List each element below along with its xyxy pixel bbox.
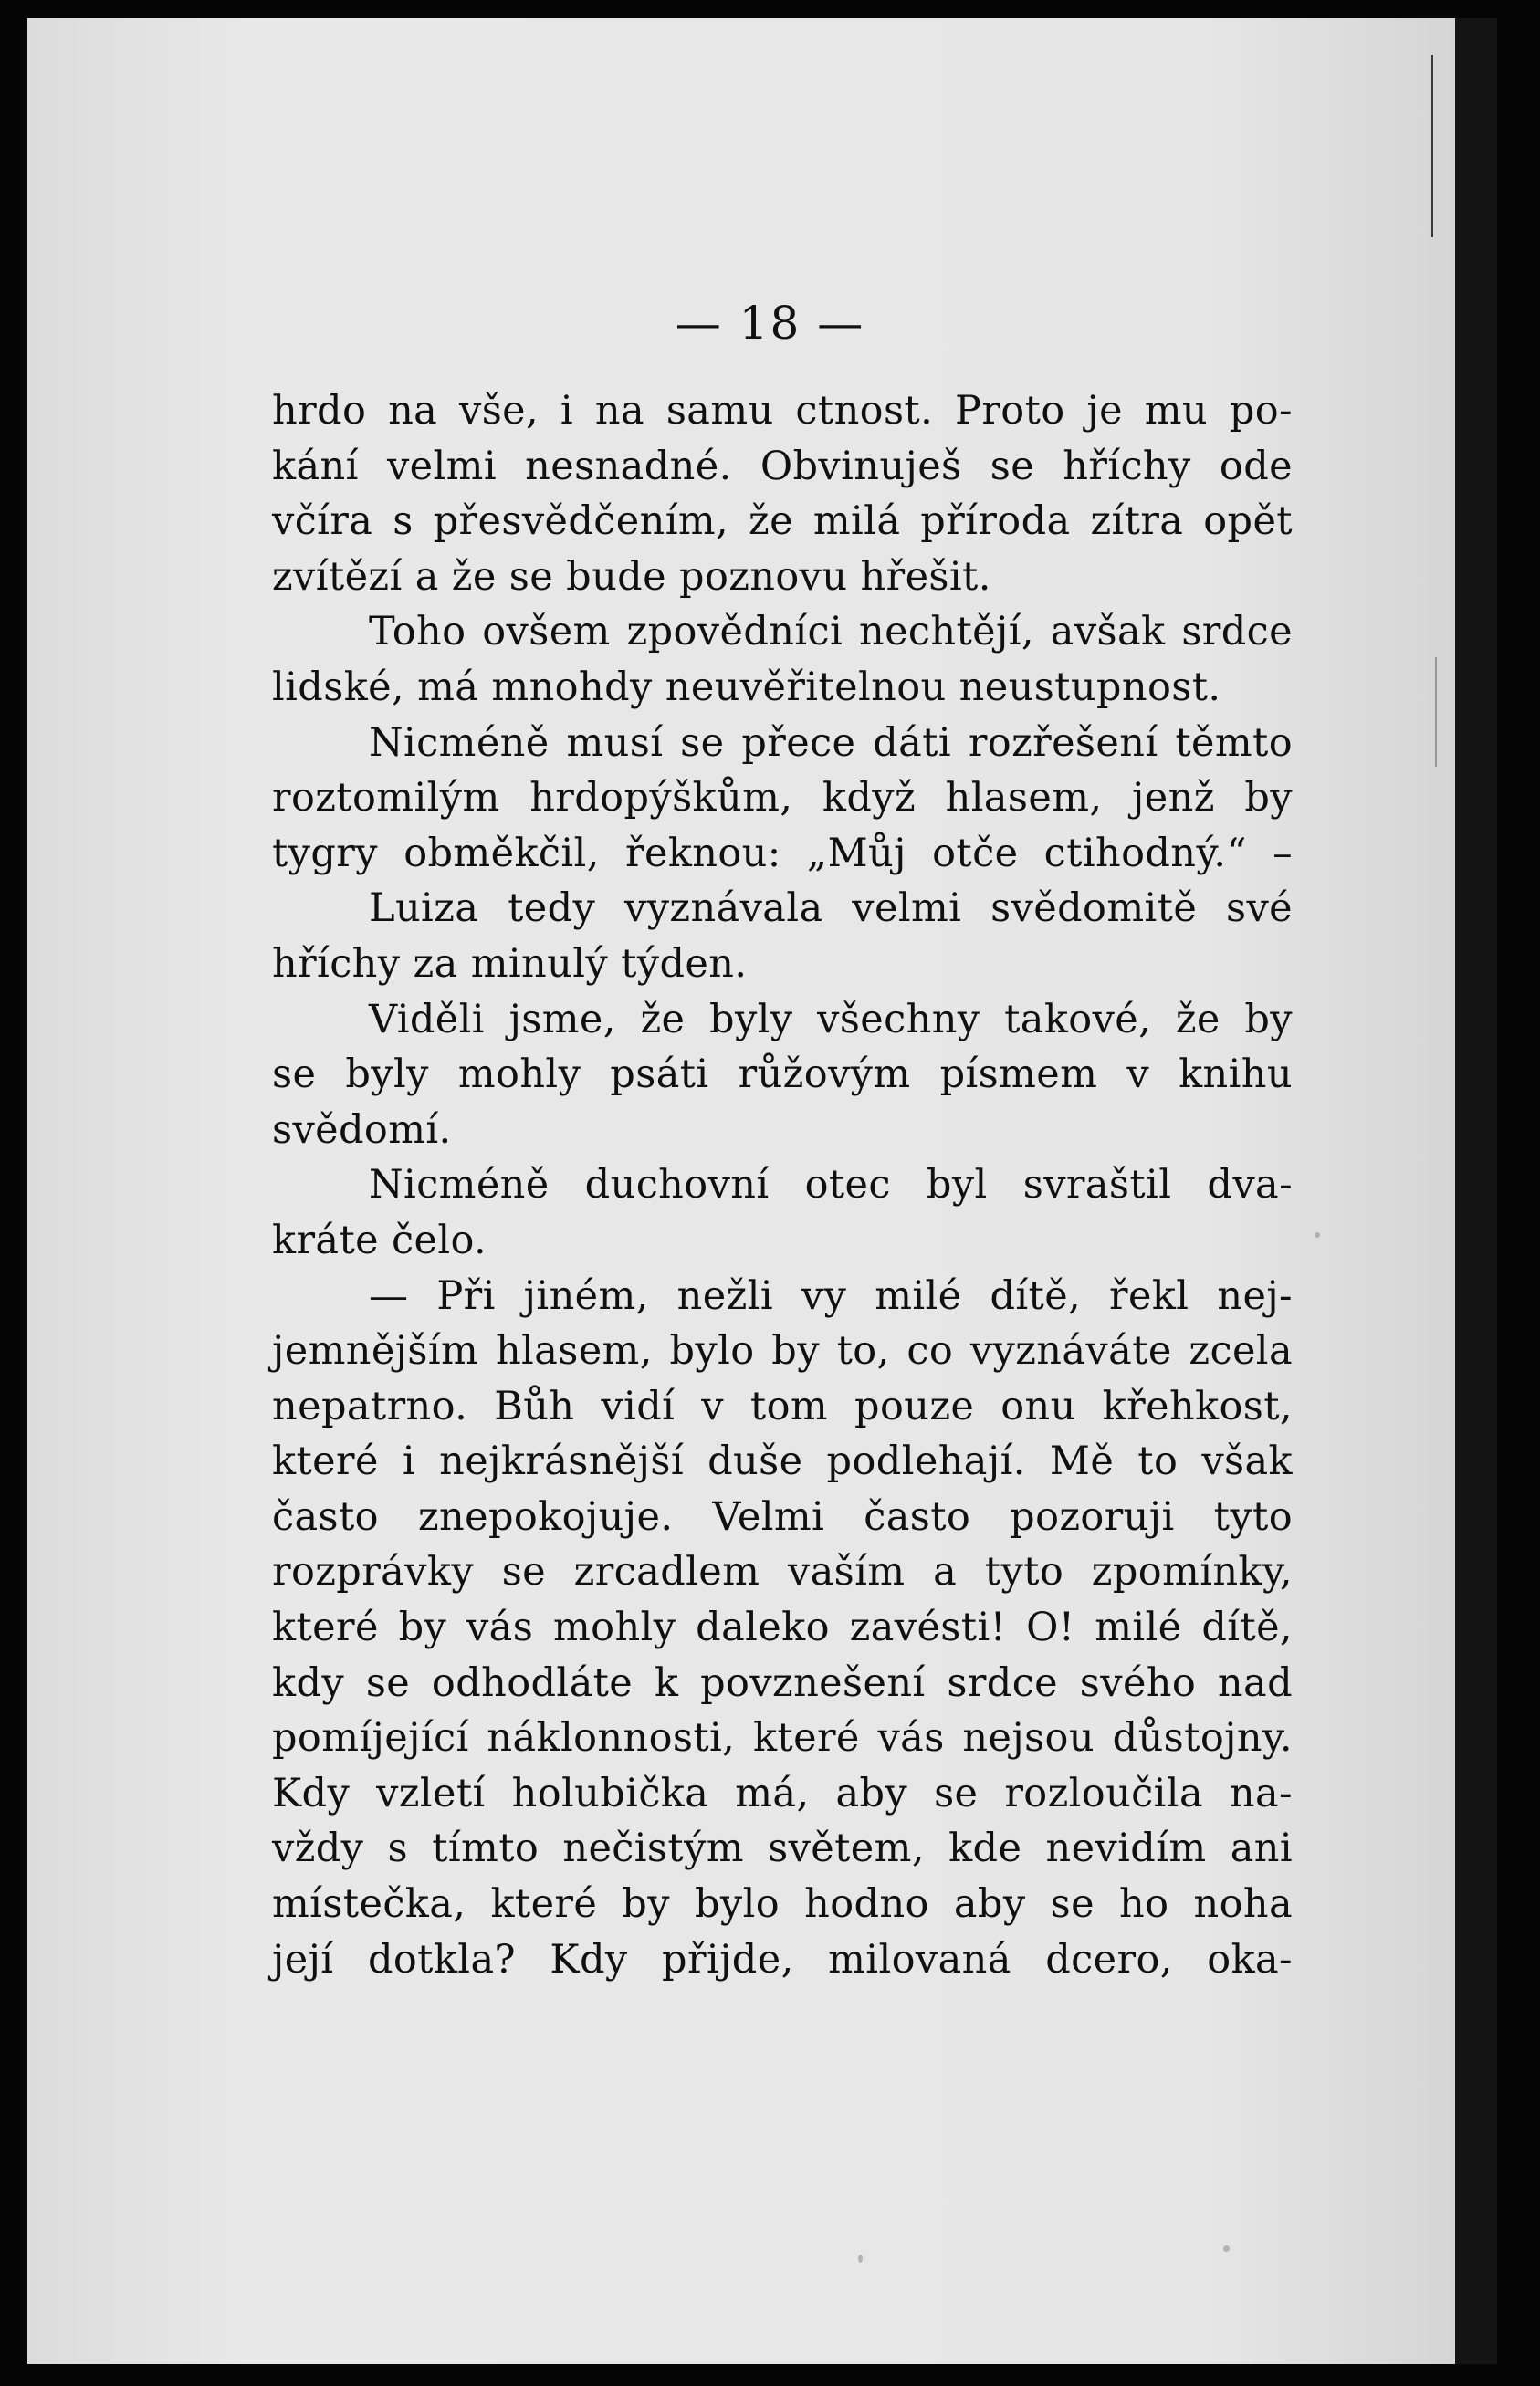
book-gutter <box>1455 18 1497 2364</box>
body-text <box>272 383 1293 1987</box>
text-line: hrdo na vše, i na samu ctnost. Proto je mu po- <box>272 388 1293 434</box>
text-line: kráte čelo. <box>272 1217 487 1263</box>
text-line: Kdy vzletí holubička má, aby se rozloučila na- <box>272 1770 1293 1816</box>
text-line: včíra s přesvědčením, že milá příroda zítra opět <box>272 498 1293 545</box>
spine-line <box>1435 657 1437 767</box>
text-line: svědomí. <box>272 1106 452 1153</box>
text-line: lidské, má mnohdy neuvěřitelnou neustupnost. <box>272 664 1221 710</box>
text-line: zvítězí a že se bude poznovu hřešit. <box>272 553 991 600</box>
text-line: Nicméně musí se přece dáti rozřešení těmto <box>369 719 1293 766</box>
text-line: které by vás mohly daleko zavésti! O! milé dítě, <box>272 1605 1293 1651</box>
text-line: se byly mohly psáti růžovým písmem v knihu <box>272 1052 1293 1098</box>
text-line: místečka, které by bylo hodno aby se ho noha <box>272 1881 1293 1928</box>
text-line: často znepokojuje. Velmi často pozoruji tyto <box>272 1493 1293 1540</box>
text-line: její dotkla? Kdy přijde, milovaná dcero, oka- <box>272 1936 1293 1983</box>
text-line: kání velmi nesnadné. Obvinuješ se hříchy ode <box>272 443 1293 489</box>
text-line: roztomilým hrdopýškům, když hlasem, jenž by <box>272 775 1293 821</box>
text-line: které i nejkrásnější duše podlehají. Mě to však <box>272 1439 1293 1485</box>
paper-speck <box>858 2255 863 2263</box>
text-line: pomíjející náklonnosti, které vás nejsou důstojny. <box>272 1715 1293 1762</box>
text-line: Luiza tedy vyznávala velmi svědomitě své <box>369 885 1293 932</box>
text-line: kdy se odhodláte k povznešení srdce svého nad <box>272 1659 1293 1706</box>
text-line: rozprávky se zrcadlem vaším a tyto zpomínky, <box>272 1549 1293 1596</box>
spine-line <box>1431 55 1433 237</box>
text-line: tygry obměkčil, řeknou: „Můj otče ctihodný.“ – <box>272 830 1293 876</box>
text-line: Viděli jsme, že byly všechny takové, že by <box>369 996 1293 1042</box>
text-line: hříchy za minulý týden. <box>272 940 748 987</box>
text-line: — Při jiném, nežli vy milé dítě, řekl nej- <box>369 1272 1293 1319</box>
text-line: Toho ovšem zpovědníci nechtějí, avšak srdce <box>369 609 1293 655</box>
text-line: nepatrno. Bůh vidí v tom pouze onu křehkost, <box>272 1383 1293 1429</box>
page-number: — 18 — <box>675 297 865 350</box>
text-line: jemnějším hlasem, bylo by to, co vyznáváte zcela <box>272 1328 1293 1375</box>
paper-speck <box>1223 2245 1230 2252</box>
paper-speck <box>1315 1232 1320 1238</box>
text-line: vždy s tímto nečistým světem, kde nevidím ani <box>272 1826 1293 1872</box>
text-line: Nicméně duchovní otec byl svraštil dva- <box>369 1162 1293 1209</box>
